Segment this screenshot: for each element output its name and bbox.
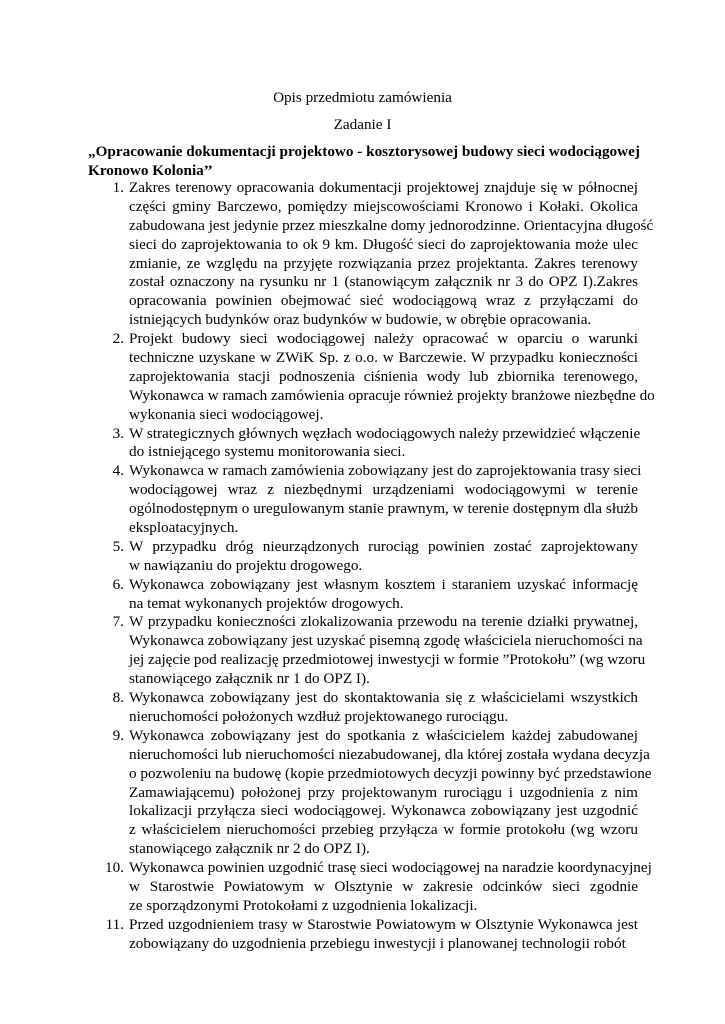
list-item-text-line: istniejących budynków oraz budynków w budowie, w obrębie opracowania. [129,311,592,329]
list-item-text-line: zobowiązany do uzgodnienia przebiegu inwestycji i planowanej technologii robót [129,934,626,952]
list-item-text-line: ze sporządzonymi Protokołami z uzgodnienia lokalizacji. [129,896,478,914]
list-item [88,179,654,330]
list-item-number: 5. [112,537,124,555]
list-item-text-line: techniczne uzyskane w ZWiK Sp. z o.o. w Barczewie. W przypadku konieczności [129,349,638,367]
requirements-list [88,179,655,954]
list-item-number: 10. [105,859,124,877]
list-item-text-line: Wykonawca zobowiązany jest własnym kosztem i staraniem uzyskać informację [129,575,638,593]
list-item-text-line: lokalizacji przyłącza sieci wodociągowej. Wykonawca zobowiązany jest uzgodnić [129,802,638,820]
list-item-text-line: w nawiązaniu do projektu drogowego. [129,556,363,574]
list-item [88,538,638,576]
list-item-text-line: zabudowana jest jedynie przez mieszkalne domy jednorodzinne. Orientacyjna długość [129,216,654,234]
list-item-text-line: opracowania powinien obejmować sieć wodociągową wraz z przyłączami do [129,292,638,310]
list-item-text-line: Wykonawca powinien uzgodnić trasę sieci wodociągowej na naradzie koordynacyjnej [129,859,652,877]
list-item-text-line: zaprojektowania stacji podnoszenia ciśnienia wody lub zbiornika terenowego, [129,367,638,385]
list-item [88,726,652,859]
task-subject-line: Kronowo Kolonia’’ [88,162,213,179]
list-item-text-line: wykonania sieci wodociągowej. [129,405,324,423]
list-item-text-line: ogólnodostępnym o uregulowanym stanie prawnym, w terenie dostępnym dla służb [129,500,638,518]
list-item [88,916,638,954]
list-item-text-line: o pozwoleniu na budowę (kopie przedmiotowych decyzji powinny być przedstawione [129,764,652,782]
list-item-text-line: zmianie, ze względu na przyjęte rozwiązania przez projektanta. Zakres terenowy [129,254,638,272]
list-item-text-line: Przed uzgodnieniem trasy w Starostwie Powiatowym w Olsztynie Wykonawca jest [129,915,638,933]
list-item-number: 2. [112,330,124,348]
task-subject [88,142,638,180]
list-item-text-line: na temat wykonanych projektów drogowych. [129,594,404,612]
list-item [88,576,638,614]
document-heading: Opis przedmiotu zamówienia [273,89,452,106]
list-item-number: 3. [112,424,124,442]
task-subject-line: „Opracowanie dokumentacji projektowo - kosztorysowej budowy sieci wodociągowej [88,143,640,160]
list-item-text-line: jej zajęcie pod realizację przedmiotowej inwestycji w formie ”Protokołu” (wg wzoru [129,651,646,669]
list-item-number: 8. [112,689,124,707]
list-item-text-line: do istniejącego systemu monitorowania sieci. [129,443,406,461]
list-item-text-line: Zakres terenowy opracowania dokumentacji projektowej znajduje się w północnej [129,179,638,196]
list-item [88,462,642,538]
list-item-text-line: Wykonawca zobowiązany jest do skontaktowania się z właścicielami wszystkich [129,689,638,707]
list-item-text-line: Projekt budowy sieci wodociągowej należy opracować w oparciu o warunki [129,330,638,348]
list-item-number: 4. [112,462,124,480]
list-item-text-line: stanowiącego załącznik nr 1 do OPZ I). [129,670,370,688]
list-item-number: 11. [105,915,124,933]
list-item-text-line: Wykonawca zobowiązany jest do spotkania z właścicielem każdej zabudowanej [129,726,638,744]
list-item [88,689,638,727]
list-item-number: 7. [112,613,124,631]
list-item-text-line: w Starostwie Powiatowym w Olsztynie w zakresie odcinków sieci zgodnie [129,877,638,895]
list-item-text-line: wodociągowej wraz z niezbędnymi urządzeniami wodociągowymi w terenie [129,481,638,499]
list-item-number: 6. [112,575,124,593]
list-item-text-line: eksploatacyjnych. [129,519,239,537]
list-item [88,859,652,916]
list-item-text-line: sieci do zaprojektowania to ok 9 km. Długość sieci do zaprojektowania może ulec [129,235,638,253]
list-item-number: 1. [112,179,124,196]
list-item [88,330,655,424]
list-item-text-line: W przypadku dróg nieurządzonych rurociąg powinien zostać zaprojektowany [129,537,638,555]
list-item-text-line: został oznaczony na rysunku nr 1 (stanowiącym załącznik nr 3 do OPZ I).Zakres [129,273,638,291]
list-item-text-line: stanowiącego załącznik nr 2 do OPZ I). [129,840,370,858]
list-item-text-line: Zamawiającemu) położonej przy projektowanym rurociągu i uzgodnienia z nim [129,783,638,801]
list-item [88,424,641,463]
list-item-text-line: Wykonawca w ramach zamówienia zobowiązany jest do zaprojektowania trasy sieci [129,462,642,480]
list-item [88,613,646,689]
list-item-text-line: W strategicznych głównych węzłach wodociągowych należy przewidzieć włączenie [129,424,641,442]
list-item-text-line: nieruchomości lub nieruchomości niezabudowanej, dla której została wydana decyzja [129,745,650,763]
list-item-number: 9. [112,726,124,744]
list-item-text-line: W przypadku konieczności zlokalizowania przewodu na terenie działki prywatnej, [129,613,638,631]
task-label: Zadanie I [333,116,392,133]
list-item-text-line: nieruchomości położonych wzdłuż projektowanego rurociągu. [129,707,509,725]
list-item-text-line: Wykonawca zobowiązany jest uzyskać pisemną zgodę właściciela nieruchomości na [129,632,643,650]
list-item-text-line: Wykonawca w ramach zamówienia opracuje również projekty branżowe niezbędne do [129,386,655,404]
list-item-text-line: części gminy Barczewo, pomiędzy miejscowościami Kronowo i Kołaki. Okolica [129,197,638,215]
list-item-text-line: z właścicielem nieruchomości przebieg przyłącza w formie protokołu (wg wzoru [129,821,638,839]
